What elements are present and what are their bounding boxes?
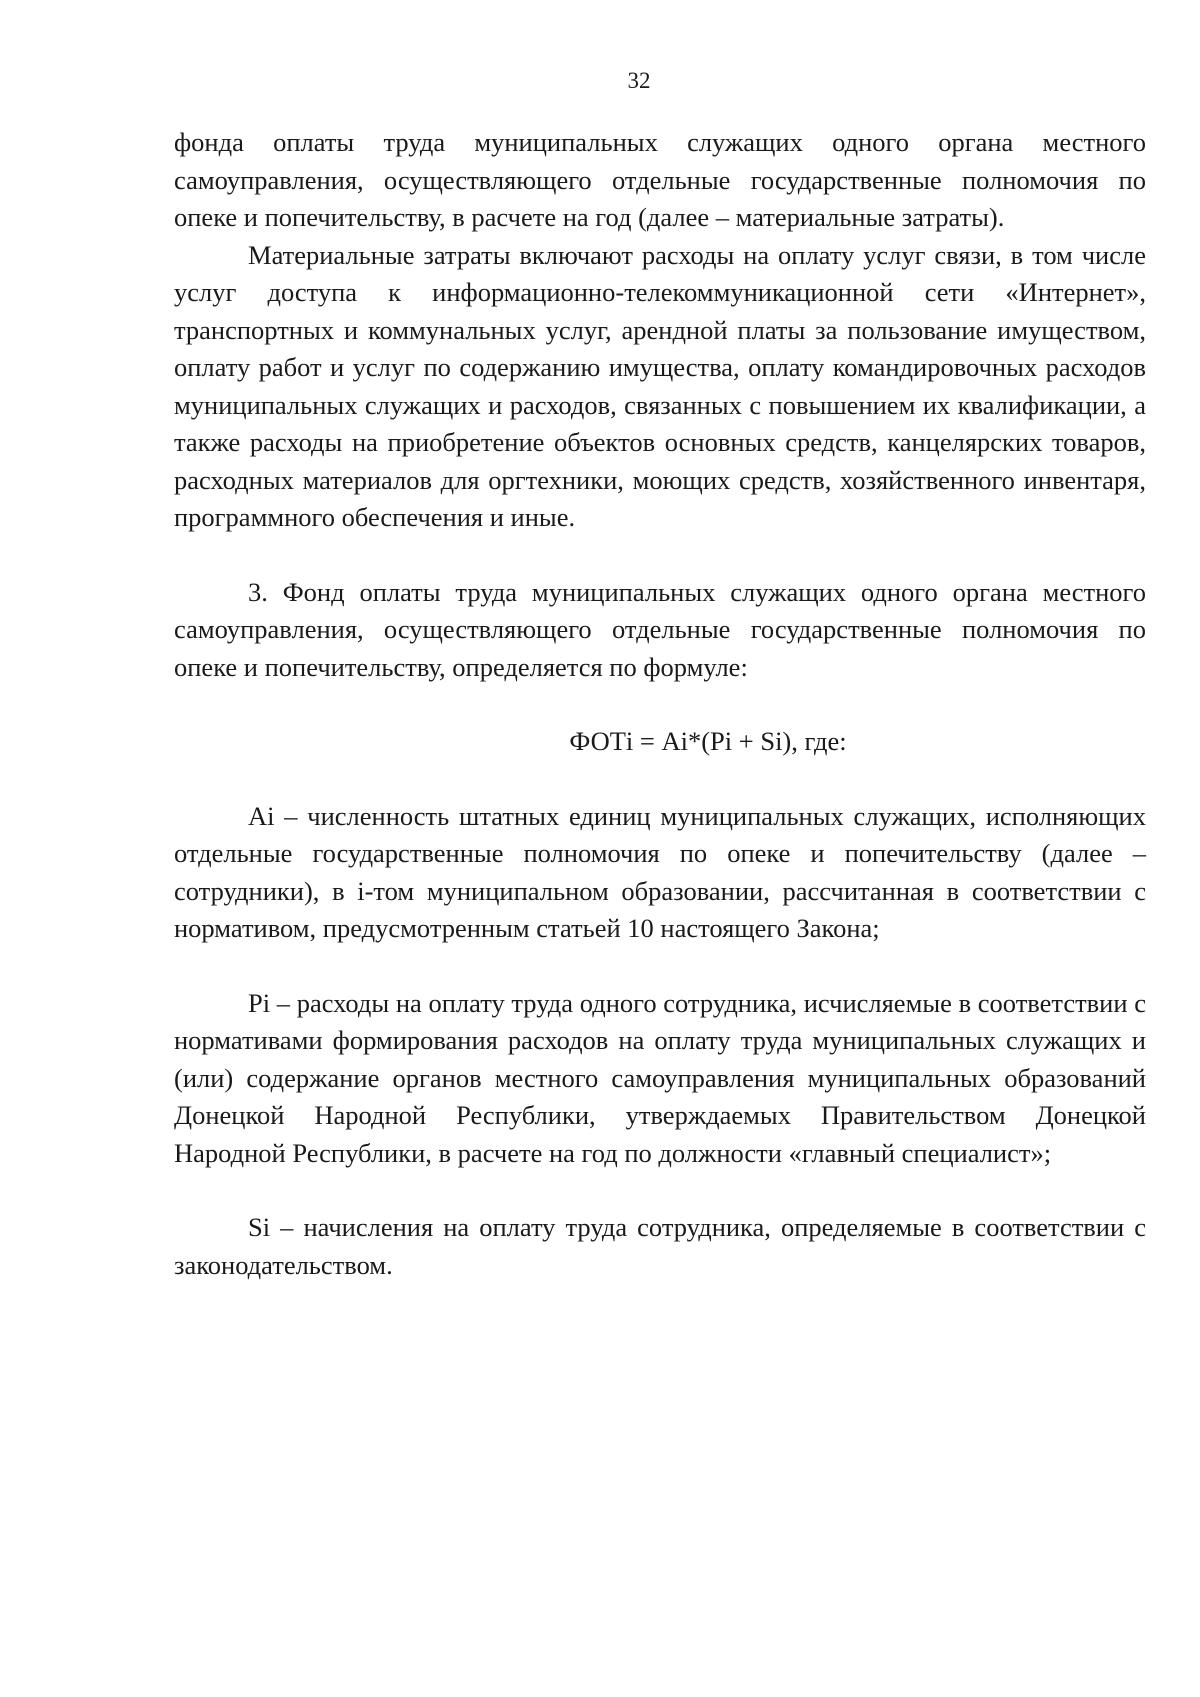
definition-text: – численность штатных единиц муниципальных служащих, исполняющих отдельные государственные полномочия по опеке и попечительству (далее – сотрудники), в i-том муниципальном образовании, рассчитанная в соответствии с нормативом, предусмотренным статьей 10 настоящего Закона; (174, 800, 1146, 943)
continuation-paragraph: фонда оплаты труда муниципальных служащих одного органа местного самоуправления, осуществляющего отдельные государственные полномочия по опеке и попечительству, в расчете на год (далее – материальные затраты). (174, 127, 1146, 232)
definition-term: Аi (248, 800, 275, 831)
page-number: 32 (627, 68, 651, 93)
definition-si (174, 1209, 1146, 1284)
material-costs-paragraph: Материальные затраты включают расходы на оплату услуг связи, в том числе услуг доступа к информационно-телекоммуникационной сети «Интернет», транспортных и коммунальных услуг, арендной платы за пользование имуществом, оплату работ и услуг по содержанию имущества, оплату командировочных расходов муниципальных служащих и расходов, связанных с повышением их квалификации, а также расходы на приобретение объектов основных средств, канцелярских товаров, расходных материалов для оргтехники, моющих средств, хозяйственного инвентаря, программного обеспечения и иные. (174, 239, 1146, 532)
payroll-formula: ФОТi = Аi*(Рi + Si), где: (569, 726, 847, 756)
definition-ai (174, 798, 1146, 948)
definition-text: – расходы на оплату труда одного сотрудника, исчисляемые в соответствии с нормативами формирования расходов на оплату труда муниципальных служащих и (или) содержание органов местного самоуправления муниципальных образований Донецкой Народной Республики, утверждаемых Правительством Донецкой Народной Республики, в расчете на год по должности «главный специалист»; (174, 987, 1146, 1168)
definition-term: Рi (248, 987, 271, 1018)
document-body (174, 124, 1146, 1284)
item-3-paragraph: 3. Фонд оплаты труда муниципальных служащих одного органа местного самоуправления, осуществляющего отдельные государственные полномочия по опеке и попечительству, определяется по формуле: (174, 576, 1146, 682)
definition-term: Si (248, 1212, 271, 1242)
definition-text: – начисления на оплату труда сотрудника, определяемые в соответствии с законодательством. (174, 1212, 1146, 1280)
definition-pi (174, 985, 1146, 1173)
